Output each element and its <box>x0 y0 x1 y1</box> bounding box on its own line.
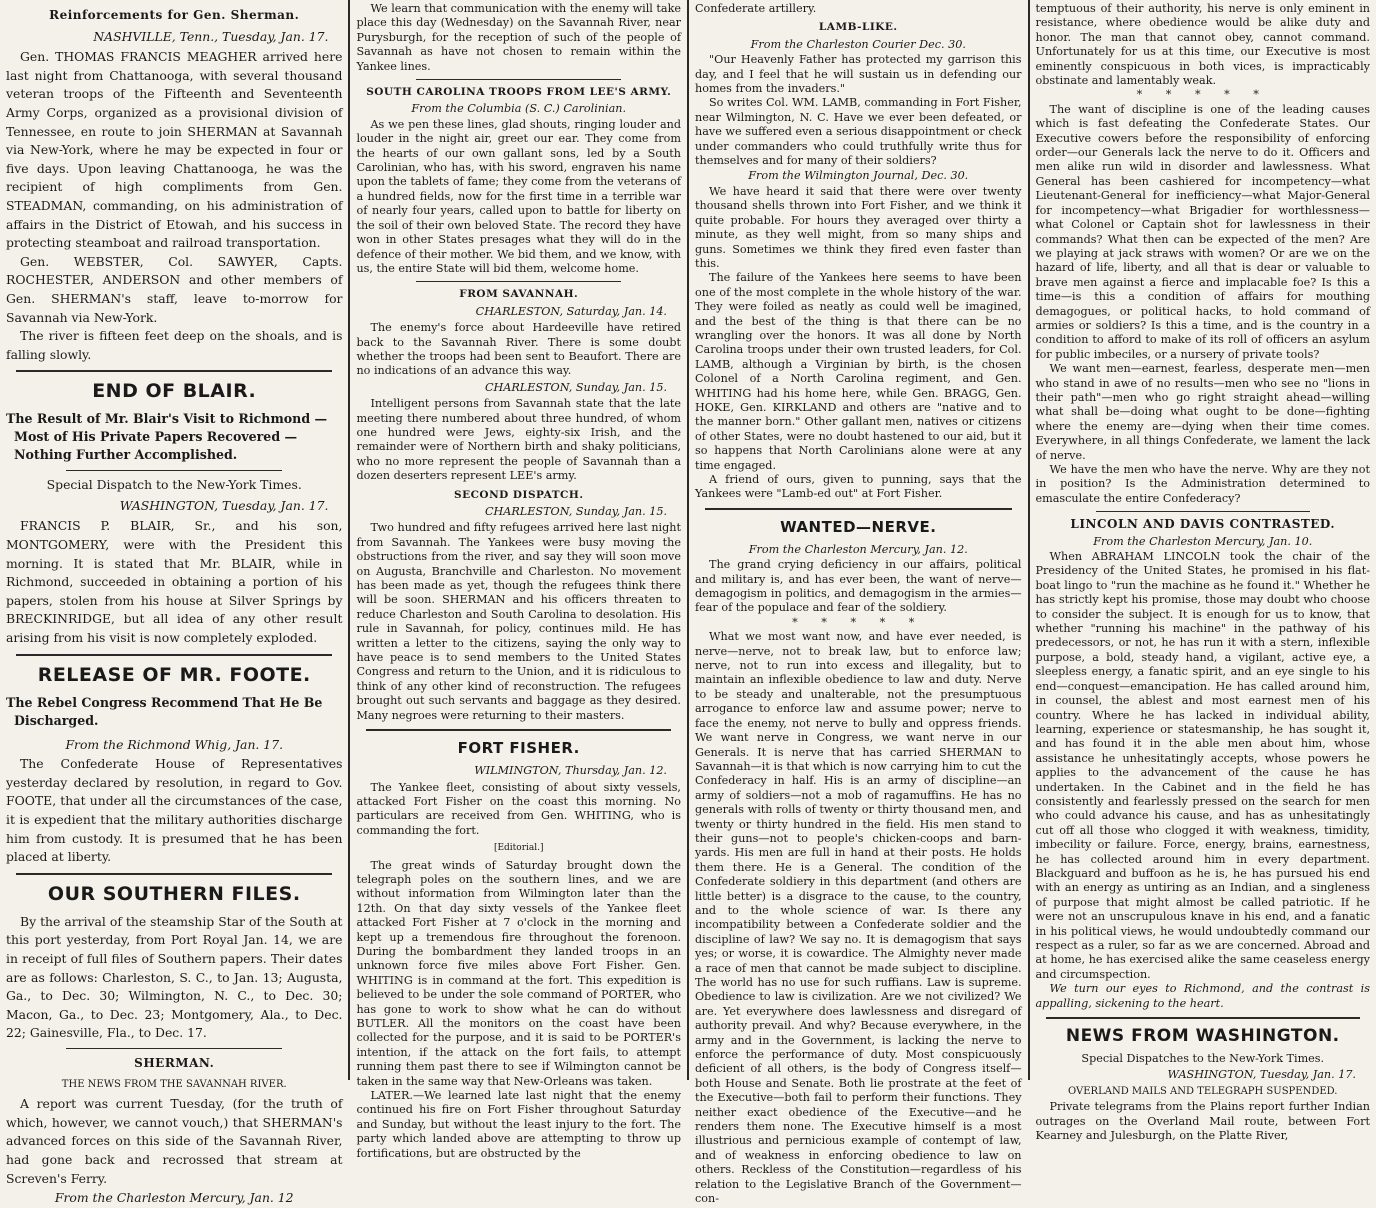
reinforcements-paragraph: Gen. THOMAS FRANCIS MEAGHER arrived here last night from Chattanooga, with several thousand veteran troops of the Fifteenth and Seventeenth Army Corps, organized as a provisional division of Tennessee, en route to join SHERMAN at Savannah via New-York, where he may be expected in four or five days. Upon leaving Chattanooga, he was the recipient of high compliments from Gen. STEADMAN, commanding, on his administration of affairs in the District of Etowah, and his success in protecting steamboat and railroad transportation. <box>6 49 343 251</box>
fort-fisher-headline: FORT FISHER. <box>457 739 580 758</box>
second-dispatch-dateline: CHARLESTON, Sunday, Jan. 15. <box>484 505 667 518</box>
lincoln-davis-source: From the Charleston Mercury, Jan. 10. <box>1093 534 1313 548</box>
washington-dateline: WASHINGTON, Tuesday, Jan. 17. <box>1167 1068 1356 1082</box>
lamb-like-source-2: From the Wilmington Journal, Dec. 30. <box>748 169 969 183</box>
divider <box>1096 511 1310 512</box>
nerve-paragraph: The want of discipline is one of the leading causes which is fast defeating the Confederate States. Our Executive cowers before the responsibility of enforcing order—our Generals lack the nerve to do it. Officers and men alike run wild in disorder and lawlessness. What General has been cashiered for incompetency—what Lieutenant-General for inefficiency—what Major-General for incompetency—what Brigadier for worthlessness—what Colonel or Captain shot for lawlessness in their commands? What then can be expected of the men? Are we playing at jack straws with women? Or are we on the hazard of life, liberty, and all that is dear or valuable to brave men against a fierce and implacable foe? Is this a time—is this a condition of affairs for mouthing demagogues, or political hacks, to hold command of armies or soldiers? Is this a time, and is the country in a condition to afford to make of its roll of officers an asylum for public imbeciles, or a nursery of private tools? <box>1035 102 1370 361</box>
southern-files-paragraph: By the arrival of the steamship Star of the South at this port yesterday, from Port Royal Jan. 14, we are in receipt of full files of Southern papers. Their dates are as follows: Charleston, S. C., to Jan. 13; Augusta, Ga., to Dec. 30; Wilmington, N. C., to Dec. 30; Macon, Ga., to Dec. 23; Montgomery, Ala., to Dec. 22; Gainesville, Fla., to Dec. 17. <box>6 913 343 1041</box>
reinforcements-paragraph: Gen. WEBSTER, Col. SAWYER, Capts. ROCHESTER, ANDERSON and other members of Gen. SHERMAN's staff, leave to-morrow for Savannah via New-York. <box>6 253 343 325</box>
lincoln-davis-paragraph: When ABRAHAM LINCOLN took the chair of the Presidency of the United States, he promised in his flat-boat lingo to "run the machine as he found it." Whether he has strictly kept his promise, those may doubt who choose to consider the subject. It is enough for us to know, that whether "running his machine" in the pathway of his predecessors, or not, he has run it with a stern, inflexible purpose, a bold, steady hand, a vigilant, active eye, a sleepless energy, a fanatic spirit, and an eye single to his end—conquest—emancipation. He has called around him, in counsel, the ablest and most earnest men of his country. Where he has lacked in individual ability, learning, experience or statesmanship, he has sought it, and has found it in the able men about him, whose assistance he unhesitatingly accepts, whose powers he applies to the advancement of the cause he has undertaken. In the Cabinet and in the field he has consistently and fearlessly pressed on the search for men who could advance his cause, and has as unhesitatingly cut off all those who clogged it with weakness, timidity, imbecility or failure. Force, energy, brains, earnestness, he has collected around him in every department. Blackguard and buffoon as he is, he has pursued his end with an energy as untiring as an Indian, and a singleness of purpose that might almost be called patriotic. If he were not an unscrupulous knave in his end, and a fanatic in his political views, he would undoubtedly command our respect as a ruler, so far as we are concerned. Abroad and at home, he has exercised alike the same ceaseless energy and circumspection. <box>1035 550 1370 981</box>
foote-deck: The Rebel Congress Recommend That He Be Discharged. <box>6 694 323 728</box>
foote-paragraph: The Confederate House of Representatives yesterday declared by resolution, in regard to Gov. FOOTE, that under all the circumstances of the case, it is expedient that the military authorities discharge him from custody. It is presumed that he has been placed at liberty. <box>6 756 343 865</box>
washington-paragraph: Private telegrams from the Plains report further Indian outrages on the Overland Mail route, between Fort Kearney and Julesburgh, on the Platte River, <box>1035 1100 1370 1143</box>
blair-dateline: WASHINGTON, Tuesday, Jan. 17. <box>119 497 329 513</box>
lamb-like-paragraph: So writes Col. WM. LAMB, commanding in Fort Fisher, near Wilmington, N. C. Have we ever been defeated, or have we suffered even a serious disappointment or check under commanders who could truthfully write thus for themselves and for many of their soldiers? <box>695 96 1022 168</box>
from-savannah-headline: FROM SAVANNAH. <box>459 288 579 301</box>
washington-headline: NEWS FROM WASHINGTON. <box>1065 1026 1340 1047</box>
section-divider <box>16 654 332 656</box>
column-2 <box>350 0 687 1160</box>
fort-fisher-paragraph: The Yankee fleet, consisting of about sixty vessels, attacked Fort Fisher on the coast this morning. No particulars are received from Gen. WHITING, who is commanding the fort. <box>356 780 681 837</box>
stars-separator: * * * * * <box>792 615 925 629</box>
sherman-headline: SHERMAN. <box>134 1055 215 1070</box>
foote-source: From the Richmond Whig, Jan. 17. <box>65 736 284 752</box>
washington-subhead: OVERLAND MAILS AND TELEGRAPH SUSPENDED. <box>1068 1085 1338 1097</box>
nerve-paragraph: We have the men who have the nerve. Why are they not in position? Is the Administration determined to emasculate the entire Confederacy? <box>1035 463 1370 505</box>
lamb-like-paragraph: A friend of ours, given to punning, says that the Yankees were "Lamb-ed out" at Fort Fisher. <box>695 473 1022 501</box>
reinforcements-paragraph: The river is fifteen feet deep on the shoals, and is falling slowly. <box>6 328 343 362</box>
editorial-label: [Editorial.] <box>493 843 544 854</box>
wanted-nerve-paragraph: The grand crying deficiency in our affairs, political and military is, and has ever been, the want of nerve—demagogism in politics, and demagogism in the armies—fear of the populace and fear of the soldiery. <box>695 558 1022 615</box>
divider <box>416 79 621 80</box>
foote-headline: RELEASE OF MR. FOOTE. <box>37 663 311 686</box>
column-3 <box>689 0 1028 1206</box>
blair-headline: END OF BLAIR. <box>92 380 257 403</box>
lincoln-davis-closing: We turn our eyes to Richmond, and the contrast is appalling, sickening to the heart. <box>1035 982 1370 1010</box>
intro-paragraph: We learn that communication with the enemy will take place this day (Wednesday) on the Savannah River, near Purysburgh, for the reception of such of the people of Savannah as have not chosen to remain within the Yankee lines. <box>356 2 681 73</box>
sherman-source: From the Charleston Mercury, Jan. 12 <box>54 1190 294 1206</box>
fort-fisher-paragraph: The great winds of Saturday brought down the telegraph poles on the southern lines, and we are without information from Wilmington later than the 12th. On that day sixty vessels of the Yankee fleet attacked Fort Fisher at 7 o'clock in the morning and kept up a tremendous fire throughout the forenoon. During the bombardment they landed troops in an unknown force five miles above Fort Fisher. Gen. WHITING is in command at the fort. This expedition is believed to be under the sole command of PORTER, who has gone to work to show what he can do without BUTLER. All the monitors on the coast have been collected for the purpose, and it is said to be PORTER's intention, if the attack on the fort fails, to attempt running them past there to see if Wilmington cannot be taken in the same way that New-Orleans was taken. <box>356 858 681 1088</box>
blair-deck: The Result of Mr. Blair's Visit to Richmond —Most of His Private Papers Recovered —Nothing Further Accomplished. <box>6 411 328 463</box>
column-4 <box>1030 0 1376 1143</box>
intro-fragment: Confederate artillery. <box>695 2 817 15</box>
from-savannah-paragraph: Intelligent persons from Savannah state that the late meeting there numbered about three hundred, of whom one hundred were Jews, eighty-six Irish, and the remainder were of Northern birth and shaky politicians, who no more represent the people of Savannah than a dozen deserters represent LEE's army. <box>356 397 681 483</box>
lamb-like-paragraph: We have heard it said that there were over twenty thousand shells thrown into Fort Fisher, and we think it quite probable. For hours they averaged over thirty a minute, as they well might, from so many ships and guns. Sometimes we think they fired even faster than this. <box>695 184 1022 270</box>
intro-paragraph: temptuous of their authority, his nerve is only eminent in resistance, where obedience would be alike duty and honor. The man that cannot obey, cannot command. Unfortunately for us at this time, our Executive is most eminently conspicuous in both vices, is impracticably obstinate and lamentably weak. <box>1035 2 1370 88</box>
section-divider <box>366 729 671 731</box>
sherman-paragraph: A report was current Tuesday, (for the truth of which, however, we cannot vouch,) that SHERMAN's advanced forces on this side of the Savannah River, had gone back and recrossed that stream at Screven's Ferry. <box>6 1096 343 1186</box>
wanted-nerve-source: From the Charleston Mercury, Jan. 12. <box>748 542 968 556</box>
lincoln-davis-headline: LINCOLN AND DAVIS CONTRASTED. <box>1070 517 1336 532</box>
fort-fisher-paragraph: LATER.—We learned late last night that the enemy continued his fire on Fort Fisher throughout Saturday and Sunday, but without the least injury to the fort. The party which landed above are attempting to throw up fortifications, but are obstructed by the <box>356 1089 681 1160</box>
lamb-like-paragraph: The failure of the Yankees here seems to have been one of the most complete in the whole history of the war. They were foiled as neatly as could well be imagined, and the best of the thing is that there can be no wrangling over the honors. It was all done by North Carolina troops under their own trusted leaders, for Col. LAMB, although a Virginian by birth, is the chosen Colonel of a North Carolina regiment, and Gen. WHITING had his home here, while Gen. BRAGG, Gen. HOKE, Gen. KIRKLAND and others are "native and to the manner born." Other gallant men, natives or citizens of other States, were no doubt hastened to our aid, but it so happens that North Carolinians alone were at any time engaged. <box>695 271 1022 472</box>
section-divider <box>1046 1017 1360 1019</box>
washington-source: Special Dispatches to the New-York Times. <box>1081 1052 1325 1066</box>
stars-separator: * * * * * <box>1136 88 1269 102</box>
column-1 <box>0 0 348 1206</box>
reinforcements-headline: Reinforcements for Gen. Sherman. <box>49 8 300 22</box>
reinforcements-dateline: NASHVILLE, Tenn., Tuesday, Jan. 17. <box>93 28 329 44</box>
sherman-subhead: THE NEWS FROM THE SAVANNAH RIVER. <box>61 1078 287 1090</box>
divider <box>66 470 282 471</box>
second-dispatch-headline: SECOND DISPATCH. <box>453 488 584 501</box>
second-dispatch-paragraph: Two hundred and fifty refugees arrived here last night from Savannah. The Yankees were busy moving the obstructions from the river, and say they will soon move on Augusta, Branchville and Charleston. No movement has been made as yet, though the refugees think there will be soon. SHERMAN and his officers threaten to reduce Charleston and South Carolina to desolation. His rule in Savannah, for policy, continues mild. He has written a letter to the citizens, saying the only way to have peace is to send members to the United States Congress and return to the Union, and it is ridiculous to think of any other kind of reconstruction. The refugees brought out such servants and baggage as they desired. Many negroes were returning to their masters. <box>356 521 681 722</box>
lamb-like-source: From the Charleston Courier Dec. 30. <box>750 37 966 51</box>
blair-source: Special Dispatch to the New-York Times. <box>46 477 302 493</box>
section-divider <box>705 508 1012 510</box>
from-savannah-dateline-1: CHARLESTON, Saturday, Jan. 14. <box>475 304 667 318</box>
lamb-like-headline: LAMB-LIKE. <box>818 21 898 34</box>
wanted-nerve-paragraph: What we most want now, and have ever needed, is nerve—nerve, not to break law, but to enforce law; nerve, not to run into excess and illegality, but to maintain an inflexible obedience to law and duty. Nerve to be steady and unalterable, not the presumptuous arrogance to enforce law and assume power; nerve to face the enemy, not nerve to bully and oppress friends. We want nerve in Congress, we want nerve in our Generals. It is nerve that has carried SHERMAN to Savannah—it is that which is now carrying him to cut the Confederacy in half. His is an army of discipline—an army of soldiers—not a mob of ragamuffins. He has no generals with rolls of twenty or thirty thousand men, and twenty or thirty hundred in the field. His men stand to their guns—not to people's chicken-coops and barn-yards. His men are full in hand at their posts. He holds them there. He is a General. The condition of the Confederate soldiery in this department (and others are little better) is a disgrace to the cause, to the country, and to the whole science of war. Is there any incompatibility between a Confederate soldier and the discipline of law? We say no. It is demagogism that says yes; or worse, it is cowardice. The Almighty never made a race of men that cannot be made subject to discipline. The world has no use for such ruffians. Law is supreme. Obedience to law is civilization. Are we not civilized? We are. Yet everywhere does lawlessness and disregard of authority prevail. And why? Because everywhere, in the army and in the Government, is lacking the nerve to enforce the performance of duty. Most conspicuously deficient of all others, is the body of Congress itself—both House and Senate. Both lie prostrate at the feet of the Executive—both fail to perform their functions. They neither exact obedience of the Executive—and he renders them none. The Executive himself is a most illustrious and pernicious example of contempt of law, and of weakness in enforcing obedience to law on others. Reckless of the Constitution—regardless of his relation to the Legislative Branch of the Government—con- <box>695 630 1022 1206</box>
section-divider <box>16 370 332 372</box>
wanted-nerve-headline: WANTED—NERVE. <box>780 517 937 536</box>
lees-army-paragraph: As we pen these lines, glad shouts, ringing louder and louder in the night air, greet our ear. They come from the hearts of our own gallant sons, led by a South Carolinian, who has, with his sword, engraven his name upon the tablets of fame; they come from the veterans of a hundred fields, now for the first time in a terrible war of nearly four years, called upon to battle for liberty on the soil of their own beloved State. The record they have won in other States presages what they will do in the defence of their mother. We bid them, and we know, with us, the entire State will bid them, welcome home. <box>356 117 681 275</box>
from-savannah-dateline-2: CHARLESTON, Sunday, Jan. 15. <box>484 380 667 394</box>
nerve-paragraph: We want men—earnest, fearless, desperate men—men who stand in awe of no results—men who see no "lions in their path"—men who go right straight ahead—willing what shall be—doing what ought to be done—fighting where the enemy are—dying when their time comes. Everywhere, in all things Confederate, we lament the lack of nerve. <box>1035 362 1370 462</box>
section-divider <box>16 873 332 875</box>
from-savannah-paragraph: The enemy's force about Hardeeville have retired back to the Savannah River. There is some doubt whether the troops had been sent to Beaufort. There are no indications of an advance this way. <box>356 321 681 378</box>
lees-army-headline: SOUTH CAROLINA TROOPS FROM LEE'S ARMY. <box>366 86 672 99</box>
southern-files-headline: OUR SOUTHERN FILES. <box>47 882 301 905</box>
lees-army-source: From the Columbia (S. C.) Carolinian. <box>411 102 627 116</box>
fort-fisher-dateline: WILMINGTON, Thursday, Jan. 12. <box>474 764 667 778</box>
divider <box>66 1048 282 1049</box>
lamb-like-paragraph: "Our Heavenly Father has protected my garrison this day, and I feel that he will sustain us in defending our homes from the invaders." <box>695 53 1022 96</box>
divider <box>416 281 621 282</box>
blair-paragraph: FRANCIS P. BLAIR, Sr., and his son, MONTGOMERY, were with the President this morning. It is stated that Mr. BLAIR, while in Richmond, succeeded in obtaining a portion of his papers, stolen from his house at Silver Springs by BRECKINRIDGE, but all idea of any other result arising from his visit is now completely exploded. <box>6 518 343 646</box>
